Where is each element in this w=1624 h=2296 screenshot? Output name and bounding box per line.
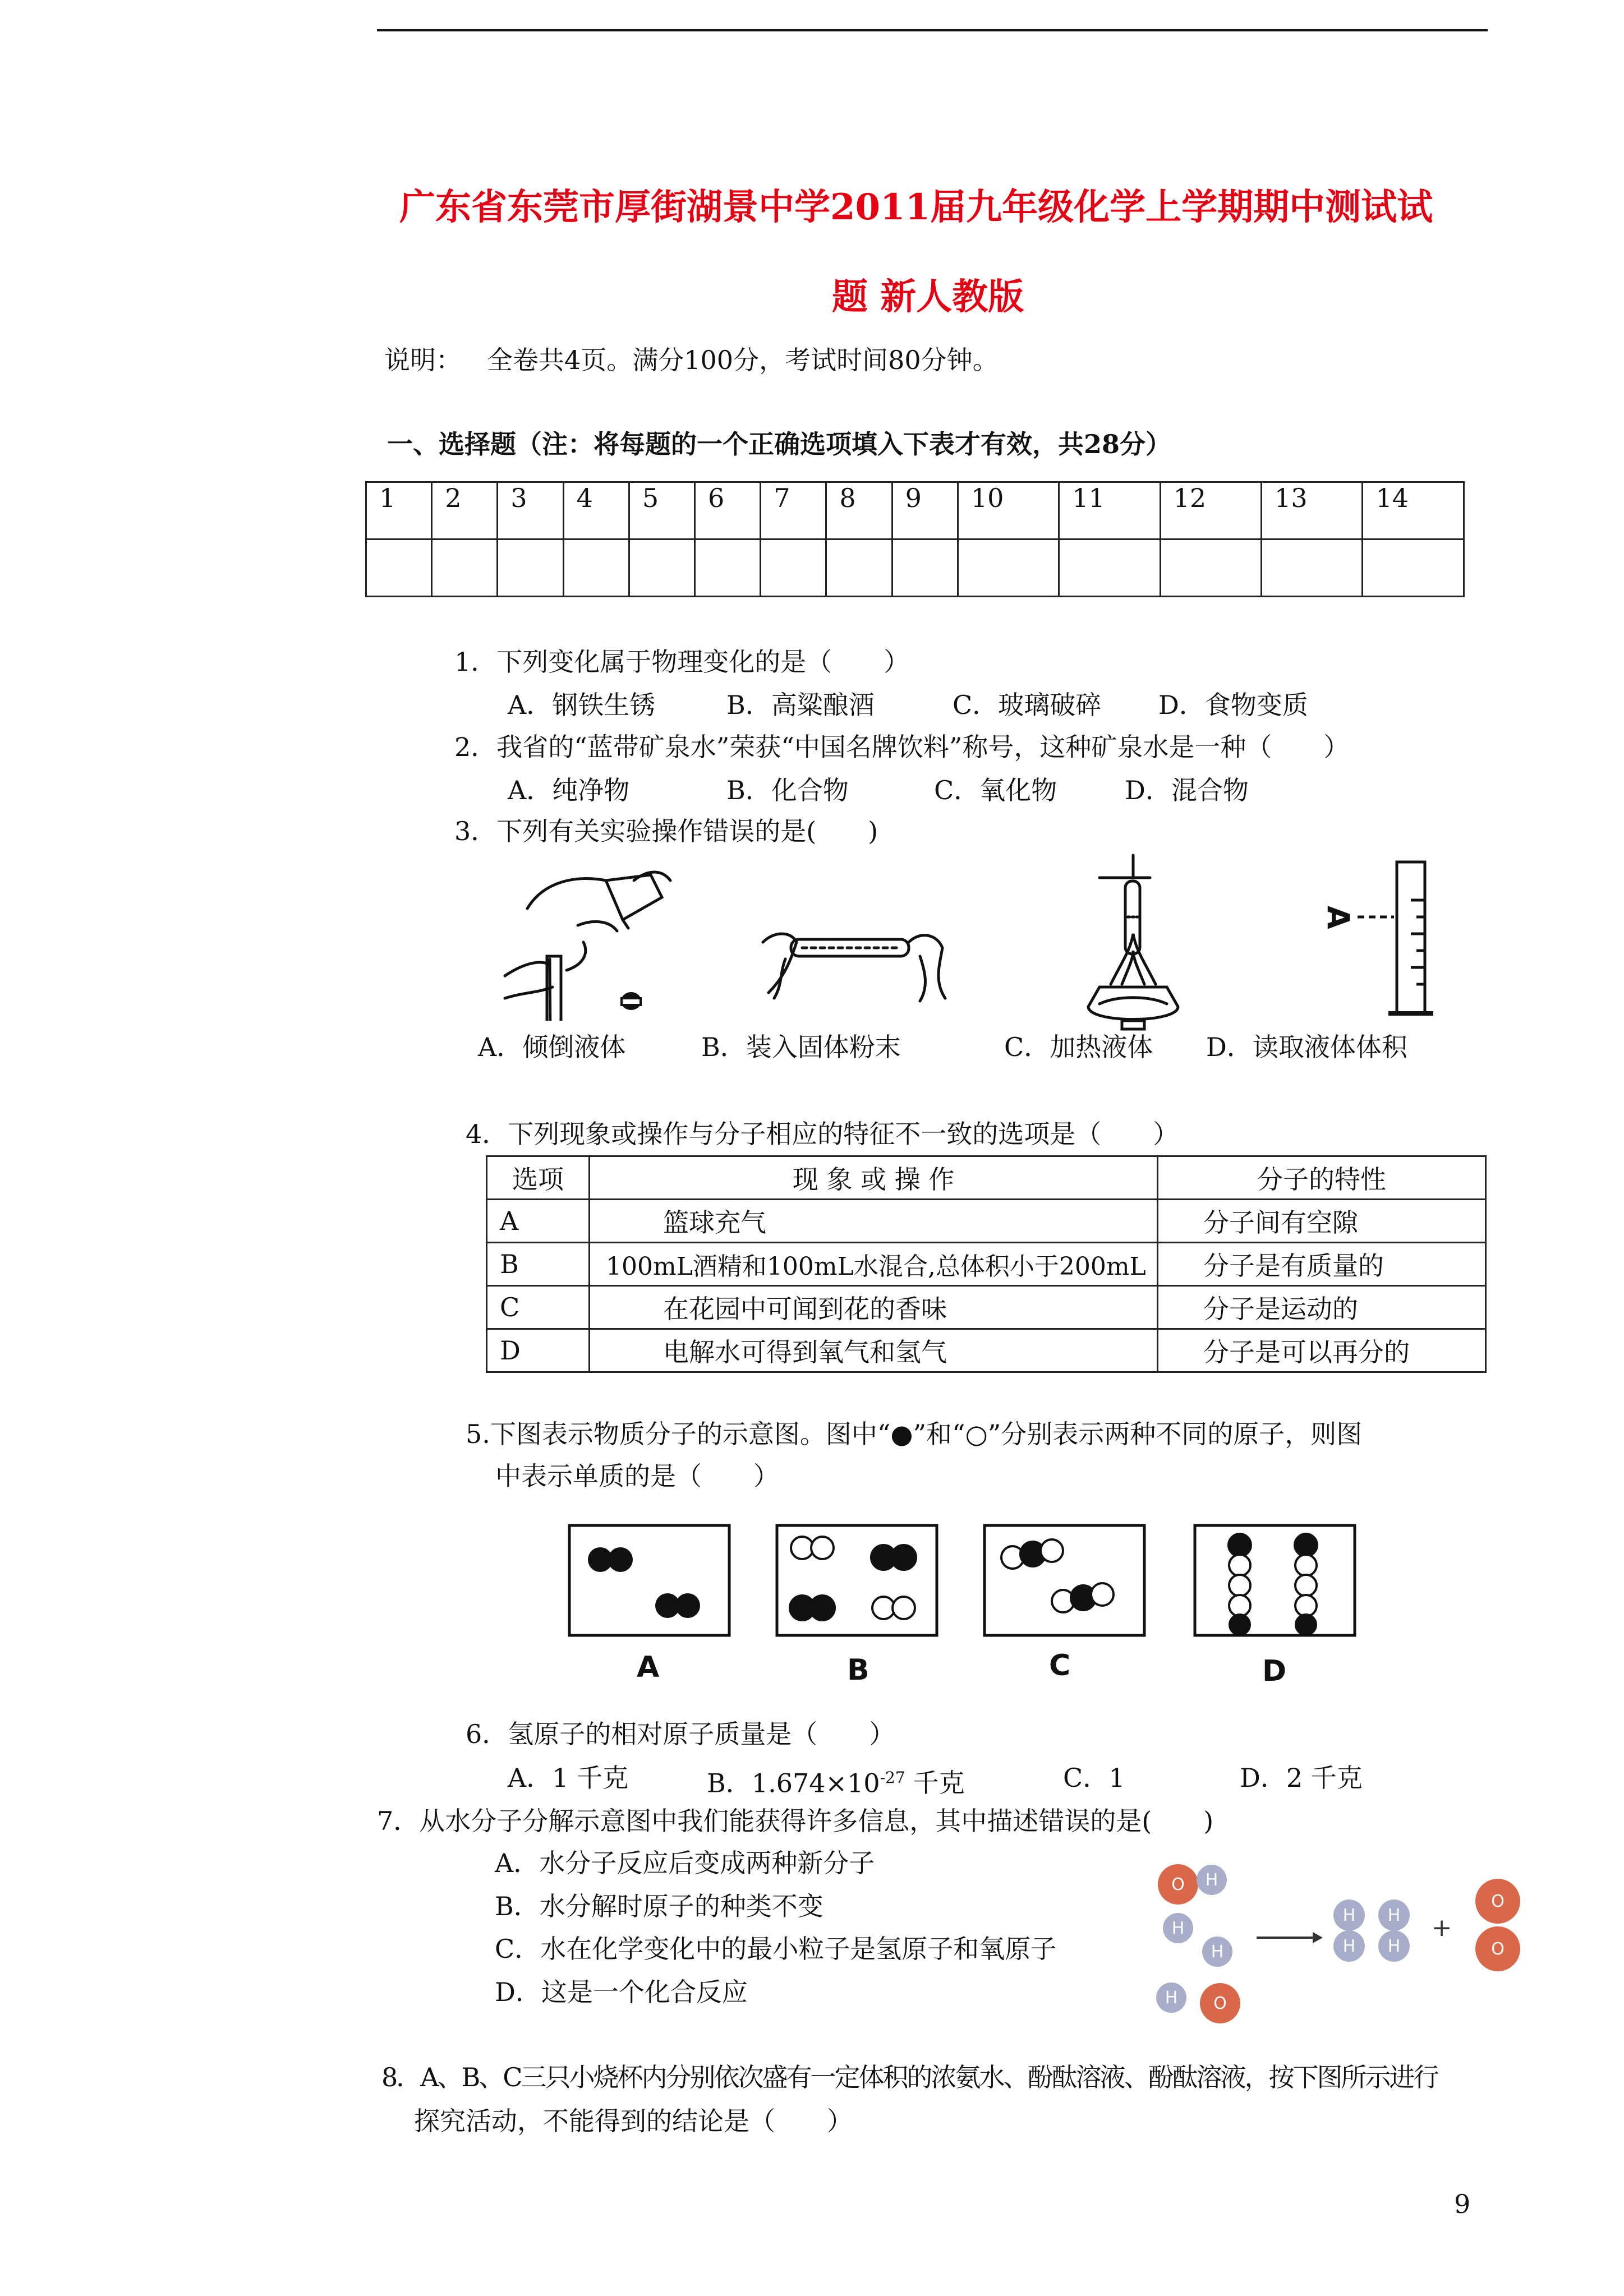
q5-molecules-b	[790, 1537, 916, 1620]
answer-cell[interactable]	[563, 540, 629, 597]
q1-stem: 1．下列变化属于物理变化的是（ ）	[454, 647, 910, 677]
atom-label: H	[1387, 1937, 1401, 1956]
table-row	[487, 1286, 1486, 1329]
q5-label-d: D	[1262, 1654, 1287, 1688]
atom-label: H	[1165, 1988, 1178, 2008]
answer-grid-blank-row	[366, 540, 1464, 597]
answer-cell[interactable]	[1059, 540, 1160, 597]
atom-label: O	[1491, 1892, 1505, 1911]
q4-cell-phenomenon: 在花园中可闻到花的香味	[590, 1286, 1158, 1329]
heat-liquid-figure	[1077, 850, 1195, 1035]
q4-cell-property: 分子是有质量的	[1158, 1243, 1486, 1286]
q4-stem: 4．下列现象或操作与分子相应的特征不一致的选项是（ ）	[466, 1119, 1179, 1149]
q8-stem-line1: 8．A、B、C三只小烧杯内分别依次盛有一定体积的浓氨水、酚酞溶液、酚酞溶液，按下图所示进行	[381, 2062, 1438, 2092]
q5-molecule-figures	[567, 1523, 1363, 1691]
q5-stem-line2: 中表示单质的是（ ）	[495, 1461, 779, 1491]
q5-label-a: A	[637, 1650, 660, 1684]
q1-option-b: B．高粱酿酒	[726, 690, 875, 720]
answer-number: 2	[432, 482, 498, 540]
answer-cell[interactable]	[695, 540, 761, 597]
q4-cell-property: 分子是可以再分的	[1158, 1329, 1486, 1372]
q3-option-b: B．装入固体粉末	[701, 1032, 901, 1062]
page-number: 9	[1454, 2189, 1471, 2219]
answer-number: 4	[563, 482, 629, 540]
atom-label: H	[1205, 1870, 1218, 1890]
q1-option-d: D．食物变质	[1158, 690, 1308, 720]
note-label: 说明：	[384, 345, 462, 375]
q2-option-b: B．化合物	[726, 775, 849, 805]
q6-option-d: D．2 千克	[1240, 1763, 1363, 1793]
q4-header-property: 分子的特性	[1158, 1156, 1486, 1200]
answer-cell[interactable]	[1262, 540, 1363, 597]
answer-number: 13	[1262, 482, 1363, 540]
top-rule	[377, 29, 1488, 31]
q5-label-b: B	[847, 1653, 869, 1687]
q3-option-a: A．倾倒液体	[478, 1032, 626, 1062]
water-decomposition-figure	[1144, 1856, 1537, 2025]
q3-option-d: D．读取液体体积	[1206, 1032, 1407, 1062]
q3-stem: 3．下列有关实验操作错误的是( )	[454, 816, 878, 846]
answer-cell[interactable]	[1160, 540, 1261, 597]
q6-stem: 6．氢原子的相对原子质量是（ ）	[466, 1719, 895, 1749]
q5-molecules-a	[588, 1547, 700, 1618]
table-row	[487, 1243, 1486, 1286]
q2-option-c: C．氧化物	[934, 775, 1057, 805]
answer-number: 11	[1059, 482, 1160, 540]
q5-box-c	[984, 1525, 1144, 1635]
atom-label: H	[1387, 1906, 1401, 1925]
q5-label-c: C	[1049, 1649, 1071, 1682]
answer-number: 9	[892, 482, 958, 540]
answer-number: 8	[826, 482, 892, 540]
q6-option-b-unit: 千克	[913, 1768, 965, 1799]
q4-cell-option: A	[487, 1200, 590, 1243]
answer-cell[interactable]	[432, 540, 498, 597]
q4-cell-option: C	[487, 1286, 590, 1329]
q6-option-a: A．1 千克	[508, 1763, 629, 1793]
q4-header-option: 选项	[487, 1156, 590, 1200]
section1-heading: 一、选择题（注：将每题的一个正确选项填入下表才有效，共28分）	[387, 429, 1172, 459]
atom-label: O	[1171, 1875, 1185, 1894]
page-title-line1: 广东省东莞市厚街湖景中学2011届九年级化学上学期期中测试试	[399, 186, 1433, 228]
q5-molecules-d	[1229, 1534, 1317, 1635]
heat-liquid-drawing	[1088, 855, 1178, 1029]
atom-label: O	[1213, 1994, 1227, 2013]
q2-stem: 2．我省的“蓝带矿泉水”荣获“中国名牌饮料”称号，这种矿泉水是一种（ ）	[454, 732, 1350, 762]
q1-option-c: C．玻璃破碎	[953, 690, 1102, 720]
answer-grid-number-row	[366, 482, 1464, 540]
plus-sign: +	[1431, 1914, 1452, 1942]
q5-molecules-c	[1001, 1539, 1114, 1612]
q5-box-a	[569, 1525, 729, 1635]
answer-cell[interactable]	[958, 540, 1059, 597]
q7-option-d: D．这是一个化合反应	[495, 1977, 748, 2007]
q4-cell-phenomenon: 电解水可得到氧气和氢气	[590, 1329, 1158, 1372]
q2-option-d: D．混合物	[1125, 775, 1249, 805]
q6-option-c: C．1	[1063, 1763, 1125, 1793]
answer-cell[interactable]	[892, 540, 958, 597]
answer-number: 1	[366, 482, 432, 540]
q2-option-a: A．纯净物	[508, 775, 630, 805]
pour-liquid-figure	[494, 858, 679, 1021]
answer-number: 14	[1363, 482, 1464, 540]
read-volume-letter: A	[1321, 906, 1356, 929]
read-volume-figure	[1315, 855, 1444, 1023]
answer-number: 5	[629, 482, 694, 540]
q4-cell-property: 分子是运动的	[1158, 1286, 1486, 1329]
q6-option-b-exponent: -27	[880, 1768, 905, 1787]
q4-table	[486, 1155, 1487, 1373]
pour-liquid-drawing	[505, 872, 670, 1021]
atom-label: O	[1491, 1939, 1505, 1959]
answer-number: 6	[695, 482, 761, 540]
q4-table-header	[487, 1156, 1486, 1200]
q4-cell-property: 分子间有空隙	[1158, 1200, 1486, 1243]
answer-grid	[365, 481, 1465, 597]
answer-cell[interactable]	[761, 540, 826, 597]
powder-drawing	[763, 934, 945, 1001]
q6-option-b-base: B．1.674×10	[707, 1768, 880, 1799]
answer-number: 3	[498, 482, 563, 540]
answer-number: 10	[958, 482, 1059, 540]
table-row	[487, 1329, 1486, 1372]
read-volume-drawing	[1358, 862, 1433, 1013]
answer-cell[interactable]	[629, 540, 694, 597]
powder-figure	[752, 909, 965, 1004]
answer-cell[interactable]	[366, 540, 432, 597]
answer-cell[interactable]	[498, 540, 563, 597]
atom-label: H	[1342, 1937, 1356, 1956]
note-text: 全卷共4页。满分100分，考试时间80分钟。	[487, 345, 999, 375]
table-row	[487, 1200, 1486, 1243]
q5-stem-line1: 5.下图表示物质分子的示意图。图中“●”和“○”分别表示两种不同的原子，则图	[466, 1419, 1363, 1449]
q7-option-a: A．水分子反应后变成两种新分子	[495, 1848, 875, 1878]
answer-number: 7	[761, 482, 826, 540]
q5-box-d	[1195, 1525, 1355, 1635]
q4-cell-option: D	[487, 1329, 590, 1372]
atom-label: H	[1171, 1919, 1185, 1938]
answer-cell[interactable]	[826, 540, 892, 597]
q7-option-b: B．水分解时原子的种类不变	[495, 1891, 823, 1921]
answer-cell[interactable]	[1363, 540, 1464, 597]
reaction-arrow-head	[1313, 1932, 1323, 1943]
q7-stem: 7．从水分子分解示意图中我们能获得许多信息，其中描述错误的是( )	[377, 1806, 1214, 1836]
q4-cell-phenomenon: 篮球充气	[590, 1200, 1158, 1243]
q4-header-phenomenon: 现 象 或 操 作	[590, 1156, 1158, 1200]
q3-option-c: C．加热液体	[1004, 1032, 1153, 1062]
q6-option-b	[707, 1760, 965, 1801]
answer-number: 12	[1160, 482, 1261, 540]
atom-label: H	[1211, 1942, 1224, 1962]
page-title-line2: 题 新人教版	[832, 276, 1024, 318]
q8-stem-line2: 探究活动，不能得到的结论是（ ）	[414, 2106, 853, 2136]
q7-option-c: C．水在化学变化中的最小粒子是氢原子和氧原子	[495, 1934, 1057, 1964]
q1-option-a: A．钢铁生锈	[508, 690, 656, 720]
q4-cell-option: B	[487, 1243, 590, 1286]
atom-label: H	[1342, 1906, 1356, 1925]
bottle-stopper-base	[622, 998, 641, 1005]
q4-cell-phenomenon: 100mL酒精和100mL水混合,总体积小于200mL	[590, 1243, 1158, 1286]
